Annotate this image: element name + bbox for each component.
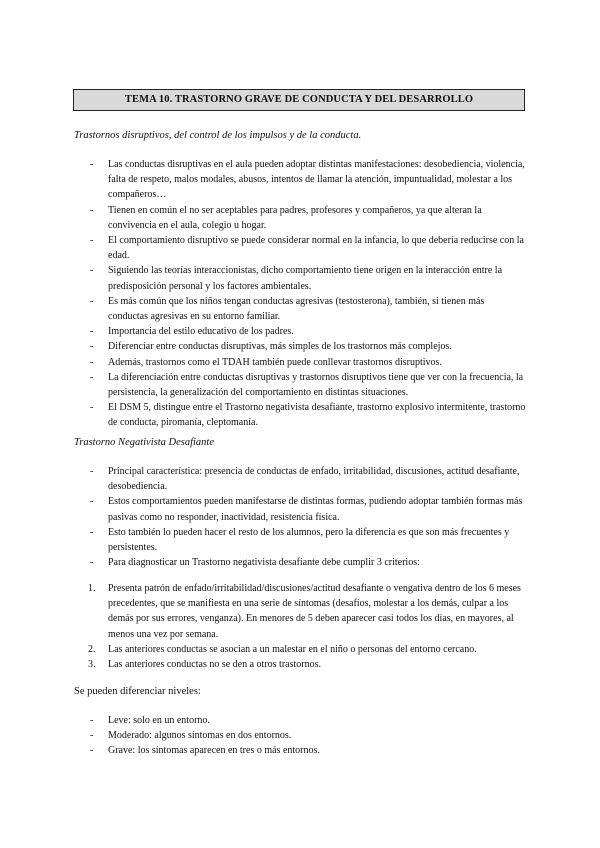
list-item: - Importancia del estilo educativo de los padres. [88, 324, 526, 339]
section-heading-disruptive: Trastornos disruptivos, del control de los impulsos y de la conducta. [74, 130, 362, 141]
criteria-list [88, 581, 526, 672]
list-item: - Siguiendo las teorías interaccionistas, dicho comportamiento tiene origen en la interacción entre la predisposición personal y los factores ambientales. [88, 263, 526, 293]
list-item: - Es más común que los niños tengan conductas agresivas (testosterona), también, si tienen más conductas agresivas en su entorno familiar. [88, 294, 526, 324]
list-item: - Moderado: algunos síntomas en dos entornos. [88, 728, 526, 743]
list-item: - Diferenciar entre conductas disruptivas, más simples de los trastornos más complejos. [88, 339, 526, 354]
criteria-item [88, 642, 526, 657]
criteria-text: Las anteriores conductas no se den a otros trastornos. [108, 659, 321, 671]
section-heading-odd: Trastorno Negativista Desafiante [74, 437, 215, 448]
criteria-text: Presenta patrón de enfado/irritabilidad/discusiones/actitud desafiante o vengativa dentro de los 6 meses precedentes, que se manifiesta en una serie de síntomas (desafíos, molestar a los demás, culpar a los demás por sus errores, venganza). En menores de 5 deben aparecer casi todos los días, en mayores, al menos una vez por semana. [108, 583, 521, 640]
list-item: - Leve: solo en un entorno. [88, 713, 526, 728]
list-item: - Esto también lo pueden hacer el resto de los alumnos, pero la diferencia es que son más frecuentes y persistentes. [88, 525, 526, 555]
section-heading-levels: Se pueden diferenciar niveles: [74, 686, 201, 697]
list-item: - Además, trastornos como el TDAH también puede conllevar trastornos disruptivos. [88, 355, 526, 370]
list-item: - Tienen en común el no ser aceptables para padres, profesores y compañeros, ya que alteran la convivencia en el aula, colegio u hogar. [88, 203, 526, 233]
criteria-item [88, 657, 526, 672]
list-item: - Para diagnosticar un Trastorno negativista desafiante debe cumplir 3 criterios: [88, 555, 526, 570]
list-item: - El comportamiento disruptivo se puede considerar normal en la infancia, lo que debería reducirse con la edad. [88, 233, 526, 263]
list-item: - Las conductas disruptivas en el aula pueden adoptar distintas manifestaciones: desobediencia, violencia, falta de respeto, malos modales, abusos, intentos de llamar la atención, impuntualidad, molestar a los compañeros… [88, 157, 526, 203]
list-item: - Grave: los síntomas aparecen en tres o más entornos. [88, 743, 526, 758]
list-item: - La diferenciación entre conductas disruptivas y trastornos disruptivos tiene que ver con la frecuencia, la persistencia, la generalización del comportamiento en distintas situaciones. [88, 370, 526, 400]
criteria-number: 2. [88, 643, 96, 655]
criteria-number: 3. [88, 659, 96, 671]
disruptive-list [88, 157, 526, 431]
criteria-number: 1. [88, 583, 96, 594]
criteria-item [88, 581, 526, 642]
criteria-text: Las anteriores conductas se asocian a un malestar en el niño o personas del entorno cercano. [108, 643, 477, 655]
list-item: - Principal característica: presencia de conductas de enfado, irritabilidad, discusiones, actitud desafiante, desobediencia. [88, 464, 526, 494]
list-item: - Estos comportamientos pueden manifestarse de distintas formas, pudiendo adoptar también formas más pasivas como no responder, inactividad, resistencia física. [88, 494, 526, 524]
odd-list [88, 464, 526, 570]
list-item: - El DSM 5, distingue entre el Trastorno negativista desafiante, trastorno explosivo intermitente, trastorno de conducta, piromanía, cleptomanía. [88, 400, 526, 430]
levels-list [88, 713, 526, 759]
document-title: TEMA 10. TRASTORNO GRAVE DE CONDUCTA Y DEL DESARROLLO [73, 89, 525, 111]
